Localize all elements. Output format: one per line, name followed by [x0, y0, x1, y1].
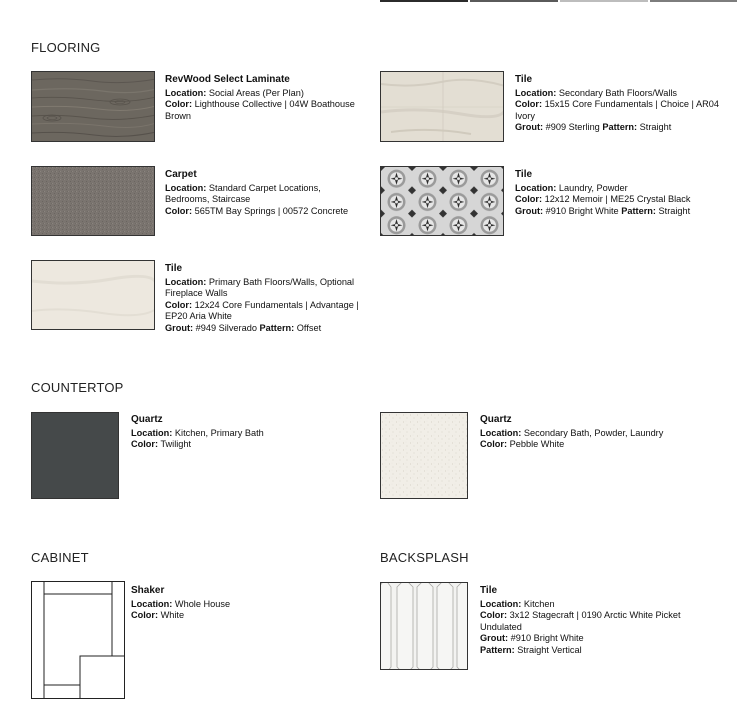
tile-secondary-color	[515, 99, 725, 122]
laminate-location	[165, 88, 365, 99]
laminate-swatch	[31, 71, 155, 142]
quartz-twilight-swatch	[31, 412, 119, 499]
backsplash-color-value: 3x12 Stagecraft | 0190 Arctic White Picket Undulated	[480, 610, 681, 632]
tile-laundry-color	[515, 194, 725, 205]
header-strip-segment	[380, 0, 468, 2]
backsplash-pattern	[480, 645, 720, 656]
backsplash-swatch	[380, 582, 468, 670]
quartz-pebble-swatch	[380, 412, 468, 499]
quartz-pebble-location-value: Secondary Bath, Powder, Laundry	[523, 427, 664, 438]
quartz-pebble-color-value: Pebble White	[509, 439, 565, 450]
carpet-name: Carpet	[165, 169, 197, 180]
quartz-twilight-name: Quartz	[131, 414, 163, 425]
cabinet-details	[131, 585, 331, 622]
laminate-location-value: Social Areas (Per Plan)	[208, 87, 304, 98]
laminate-name: RevWood Select Laminate	[165, 74, 290, 85]
location-label: Location:	[165, 87, 207, 98]
carpet-color	[165, 206, 365, 217]
color-label: Color:	[515, 194, 543, 205]
pattern-label: Pattern:	[602, 122, 638, 133]
tile-secondary-details	[515, 74, 725, 134]
backsplash-details	[480, 585, 720, 656]
tile-secondary-color-value: 15x15 Core Fundamentals | Choice | AR04 Ivory	[515, 99, 719, 121]
header-strip-segment	[560, 0, 648, 2]
color-label: Color:	[131, 610, 159, 621]
quartz-twilight-location	[131, 428, 341, 439]
backsplash-grout	[480, 633, 720, 644]
section-title-cabinet: CABINET	[31, 550, 89, 565]
tile-laundry-grout-value: #910 Bright White	[545, 205, 619, 216]
backsplash-location	[480, 599, 720, 610]
carpet-details	[165, 169, 365, 217]
section-title-backsplash: BACKSPLASH	[380, 550, 469, 565]
carpet-location-value: Standard Carpet Locations, Bedrooms, Staircase	[165, 182, 321, 205]
laminate-details	[165, 74, 365, 122]
color-label: Color:	[480, 439, 508, 450]
tile-laundry-location	[515, 183, 725, 194]
laminate-color-value: Lighthouse Collective | 04W Boathouse Brown	[165, 99, 355, 121]
color-label: Color:	[480, 610, 508, 621]
location-label: Location:	[480, 598, 522, 609]
color-label: Color:	[165, 205, 193, 216]
tile-primary-color	[165, 300, 365, 323]
cabinet-color	[131, 610, 331, 621]
tile-primary-swatch	[31, 260, 155, 330]
backsplash-name: Tile	[480, 585, 498, 596]
color-label: Color:	[165, 99, 193, 110]
tile-primary-pattern-value: Offset	[296, 322, 322, 333]
location-label: Location:	[131, 598, 173, 609]
pattern-label: Pattern:	[621, 205, 656, 216]
quartz-twilight-location-value: Kitchen, Primary Bath	[174, 427, 264, 438]
tile-laundry-location-value: Laundry, Powder	[558, 182, 628, 193]
header-strip-segment	[470, 0, 558, 2]
tile-laundry-color-value: 12x12 Memoir | ME25 Crystal Black	[544, 194, 691, 205]
tile-primary-color-value: 12x24 Core Fundamentals | Advantage | EP20 Aria White	[165, 299, 359, 322]
location-label: Location:	[165, 276, 207, 287]
backsplash-location-value: Kitchen	[523, 598, 555, 609]
grout-label: Grout:	[515, 122, 544, 133]
tile-primary-grout	[165, 323, 365, 334]
tile-secondary-name: Tile	[515, 74, 533, 85]
quartz-twilight-color	[131, 439, 341, 450]
pattern-label: Pattern:	[259, 322, 295, 333]
tile-primary-location-value: Primary Bath Floors/Walls, Optional Fireplace Walls	[165, 276, 355, 299]
backsplash-grout-value: #910 Bright White	[510, 633, 584, 644]
quartz-pebble-name: Quartz	[480, 414, 512, 425]
tile-secondary-location-value: Secondary Bath Floors/Walls	[558, 87, 678, 98]
quartz-pebble-details	[480, 414, 720, 451]
tile-laundry-name: Tile	[515, 169, 533, 180]
color-label: Color:	[131, 439, 159, 450]
tile-laundry-grout	[515, 206, 725, 217]
quartz-twilight-details	[131, 414, 341, 451]
pattern-label: Pattern:	[480, 644, 515, 655]
quartz-pebble-color	[480, 439, 720, 450]
location-label: Location:	[480, 427, 522, 438]
grout-label: Grout:	[480, 633, 509, 644]
tile-primary-name: Tile	[165, 263, 183, 274]
backsplash-pattern-value: Straight Vertical	[517, 644, 582, 655]
quartz-twilight-color-value: Twilight	[160, 439, 192, 450]
grout-label: Grout:	[165, 322, 194, 333]
backsplash-color	[480, 610, 720, 633]
carpet-location	[165, 183, 365, 206]
quartz-pebble-location	[480, 428, 720, 439]
color-label: Color:	[165, 299, 193, 310]
section-title-flooring: FLOORING	[31, 40, 101, 55]
carpet-color-value: 565TM Bay Springs | 00572 Concrete	[194, 205, 349, 216]
tile-secondary-swatch	[380, 71, 504, 142]
tile-secondary-pattern-value: Straight	[639, 122, 672, 133]
carpet-swatch	[31, 166, 155, 236]
location-label: Location:	[515, 182, 557, 193]
location-label: Location:	[131, 427, 173, 438]
tile-primary-details	[165, 263, 365, 334]
laminate-color	[165, 99, 365, 122]
color-label: Color:	[515, 99, 543, 110]
tile-secondary-grout-value: #909 Sterling	[545, 122, 600, 133]
tile-laundry-details	[515, 169, 725, 217]
cabinet-location	[131, 599, 331, 610]
tile-primary-grout-value: #949 Silverado	[195, 322, 257, 333]
cabinet-color-value: White	[160, 610, 185, 621]
cabinet-location-value: Whole House	[174, 598, 231, 609]
tile-secondary-grout	[515, 122, 725, 133]
header-strip-segment	[650, 0, 737, 2]
cabinet-name: Shaker	[131, 585, 165, 596]
tile-primary-location	[165, 277, 365, 300]
section-title-countertop: COUNTERTOP	[31, 380, 124, 395]
grout-label: Grout:	[515, 205, 544, 216]
tile-laundry-pattern-value: Straight	[658, 205, 691, 216]
tile-laundry-swatch	[380, 166, 504, 236]
location-label: Location:	[515, 87, 557, 98]
shaker-cabinet-drawing	[31, 581, 125, 699]
location-label: Location:	[165, 182, 207, 193]
tile-secondary-location	[515, 88, 725, 99]
